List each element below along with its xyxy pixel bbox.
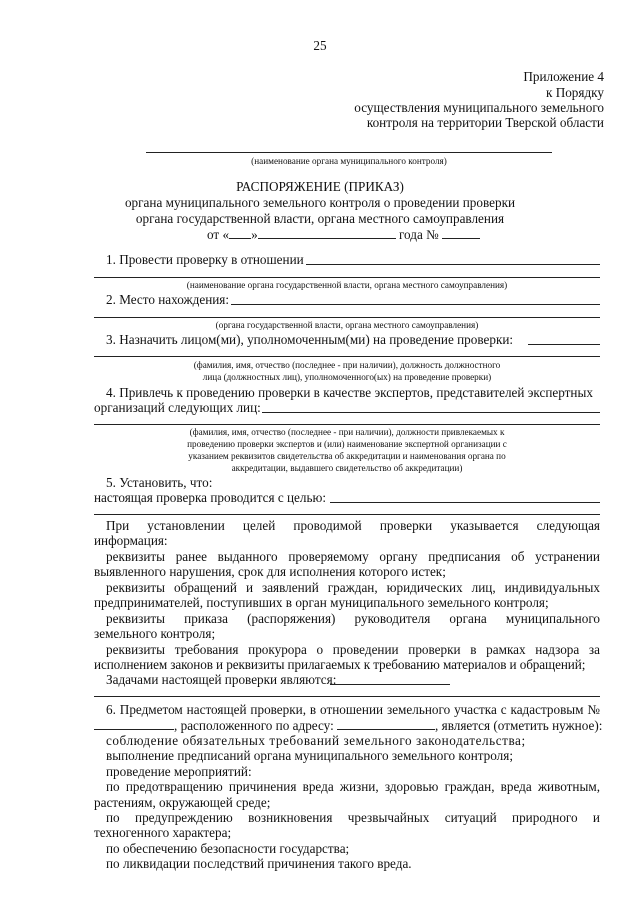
item-3-caption: (фамилия, имя, отчество (последнее - при наличии), должность должностного <box>193 360 501 370</box>
item-5-tasks-label: Задачами настоящей проверки являются: <box>106 672 337 687</box>
item-5-paragraph: выявленного нарушения, срок для исполнения которого истек; <box>94 564 446 579</box>
item-5-purpose-field[interactable] <box>330 502 600 503</box>
item-3-field-line2[interactable] <box>94 356 600 357</box>
document-subtitle: органа муниципального земельного контроля о проведении проверки <box>124 195 516 210</box>
item-2-field[interactable] <box>231 304 600 305</box>
appendix-line: к Порядку <box>545 85 604 100</box>
item-3-field[interactable] <box>528 344 600 345</box>
item-6-option: выполнение предписаний органа муниципального земельного контроля; <box>106 748 513 763</box>
item-5-label: 5. Установить, что: <box>106 475 213 490</box>
item-4-caption: (фамилия, имя, отчество (последнее - при наличии), должности привлекаемых к <box>189 427 505 437</box>
item-3-label: 3. Назначить лицом(ми), уполномоченным(ми) на проведение проверки: <box>106 332 514 347</box>
item-6-text: 6. Предметом настоящей проверки, в отношении земельного участка с кадастровым № <box>106 702 600 717</box>
item-4-field-line2[interactable] <box>94 424 600 425</box>
date-year-label: года <box>398 227 423 242</box>
item-6-address-label: , расположенного по адресу: <box>174 718 334 733</box>
cadastral-number-field[interactable] <box>94 717 174 730</box>
page-number: 25 <box>313 38 327 53</box>
month-field[interactable] <box>258 226 396 239</box>
item-1-field-line2[interactable] <box>94 277 600 278</box>
appendix-line: Приложение 4 <box>523 69 604 84</box>
document-subtitle: органа государственной власти, органа местного самоуправления <box>135 211 505 226</box>
item-6-option: проведение мероприятий: <box>106 764 252 779</box>
item-6-option: по ликвидации последствий причинения такого вреда. <box>106 856 412 871</box>
item-4-caption: указанием реквизитов свидетельства об аккредитации и наименования органа по <box>188 451 506 461</box>
document-title: РАСПОРЯЖЕНИЕ (ПРИКАЗ) <box>236 179 404 194</box>
item-6-option: техногенного характера; <box>94 825 232 840</box>
item-5-paragraph: При установлении целей проводимой проверки указывается следующая <box>106 518 600 533</box>
item-5-paragraph: реквизиты приказа (распоряжения) руководителя органа муниципального <box>106 611 600 626</box>
item-1-field[interactable] <box>306 264 600 265</box>
item-1-caption: (наименование органа государственной власти, органа местного самоуправления) <box>186 280 508 290</box>
item-6-option: по предупреждению возникновения чрезвычайных ситуаций природного и <box>106 810 600 825</box>
appendix-line: контроля на территории Тверской области <box>366 115 604 130</box>
item-5-purpose-field-line2[interactable] <box>94 514 600 515</box>
item-5-tasks-field[interactable] <box>330 684 450 685</box>
address-field[interactable] <box>337 717 435 730</box>
item-6-option: по обеспечению безопасности государства; <box>106 841 350 856</box>
item-2-label: 2. Место нахождения: <box>106 292 230 307</box>
date-number-label: № <box>426 227 439 242</box>
date-line <box>207 226 480 243</box>
item-5-paragraph: реквизиты ранее выданного проверяемому органу предписания об устранении <box>106 549 600 564</box>
item-1-label: 1. Провести проверку в отношении <box>106 252 304 267</box>
item-5-purpose-label: настоящая проверка проводится с целью: <box>94 490 327 505</box>
order-number-field[interactable] <box>442 226 480 239</box>
day-field[interactable] <box>229 226 251 239</box>
item-2-field-line2[interactable] <box>94 317 600 318</box>
date-quote-close: » <box>251 227 258 242</box>
item-5-paragraph: информация: <box>94 533 168 548</box>
item-5-paragraph: реквизиты обращений и заявлений граждан, юридических лиц, индивидуальных <box>106 580 600 595</box>
item-2-caption: (органа государственной власти, органа местного самоуправления) <box>215 320 479 330</box>
organ-caption: (наименование органа муниципального контроля) <box>251 156 447 166</box>
item-5-paragraph: предпринимателей, поступивших в орган муниципального земельного контроля; <box>94 595 549 610</box>
item-6-choice-label: , является (отметить нужное): <box>435 718 603 733</box>
item-6-option: растениям, окружающей среде; <box>94 795 271 810</box>
item-6-option: соблюдение обязательных требований земельного законодательства; <box>106 733 526 748</box>
item-5-paragraph: исполнением законов и реквизиты прилагаемых к требованию материалов и обращений; <box>94 657 586 672</box>
item-4-text: организаций следующих лиц: <box>94 400 261 415</box>
item-5-tasks-field-line2[interactable] <box>94 696 600 697</box>
item-6-option: по предотвращению причинения вреда жизни, здоровью граждан, вреда животным, <box>106 779 600 794</box>
date-from-label: от « <box>207 227 230 242</box>
appendix-line: осуществления муниципального земельного <box>354 100 604 115</box>
item-4-field[interactable] <box>262 412 600 413</box>
item-4-text: 4. Привлечь к проведению проверки в качестве экспертов, представителей экспертных <box>106 385 593 400</box>
item-4-caption: аккредитации, выдавшего свидетельство об аккредитации) <box>231 463 463 473</box>
item-5-paragraph: земельного контроля; <box>94 626 216 641</box>
item-4-caption: проведению проверки экспертов и (или) наименование экспертной организации с <box>187 439 507 449</box>
item-5-paragraph: реквизиты требования прокурора о проведении проверки в рамках надзора за <box>106 642 600 657</box>
item-6-text-line2 <box>94 717 602 734</box>
organ-name-line <box>146 152 552 153</box>
item-3-caption: лица (должностных лиц), уполномоченного(ых) на проведение проверки) <box>202 372 492 382</box>
